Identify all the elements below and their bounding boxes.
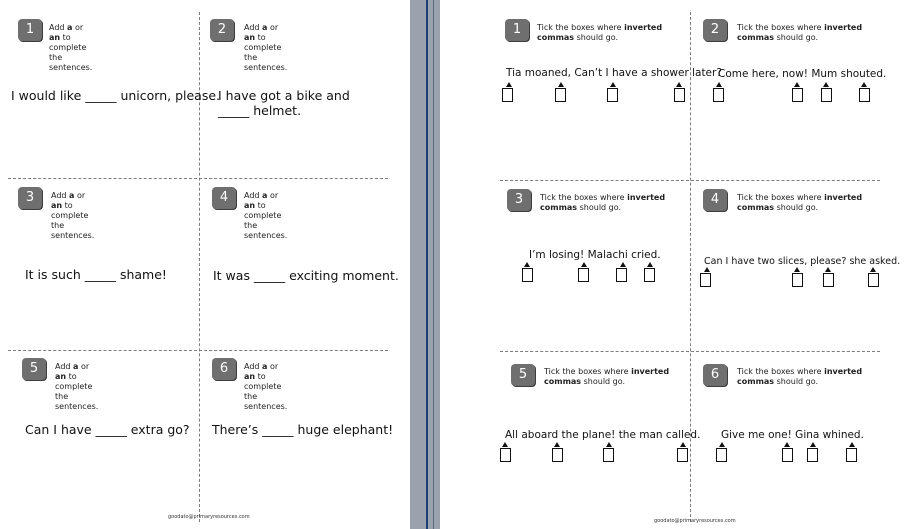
arrow-up-icon: [849, 442, 855, 447]
card-number-badge: 6: [212, 358, 236, 380]
checkbox-icon[interactable]: [807, 448, 818, 462]
checkbox-icon[interactable]: [674, 88, 685, 102]
card-number-badge: 5: [22, 358, 46, 380]
checkbox-icon[interactable]: [607, 88, 618, 102]
checkbox-icon[interactable]: [700, 273, 711, 287]
checkbox-icon[interactable]: [792, 88, 803, 102]
arrow-up-icon: [810, 442, 816, 447]
card-instruction: Tick the boxes where inverted commas should go.: [737, 193, 863, 212]
arrow-up-icon: [861, 82, 867, 87]
card-number-badge: 2: [703, 19, 727, 41]
worksheet-page-inverted-commas: [440, 0, 912, 529]
card-instruction: Add a or an to complete the sentences.: [51, 191, 95, 240]
card-instruction: Tick the boxes where inverted commas should go.: [540, 193, 666, 212]
checkbox-icon[interactable]: [713, 88, 724, 102]
card-sentence: It is such _____ shame!: [25, 267, 167, 282]
page-frame-edge: [433, 0, 434, 529]
card-sentence: Tia moaned, Can’t I have a shower later?: [506, 67, 722, 79]
card-instruction: Add a or an to complete the sentences.: [244, 23, 288, 72]
arrow-up-icon: [704, 267, 710, 272]
card-sentence: Give me one! Gina whined.: [721, 429, 864, 441]
arrow-up-icon: [794, 82, 800, 87]
card-instruction: Add a or an to complete the sentences.: [244, 362, 288, 411]
card-sentence: Come here, now! Mum shouted.: [718, 68, 887, 80]
card-sentence: It was _____ exciting moment.: [213, 268, 399, 283]
card-sentence: Can I have _____ extra go?: [25, 422, 190, 437]
card-sentence: I’m losing! Malachi cried.: [529, 249, 661, 261]
checkbox-icon[interactable]: [502, 88, 513, 102]
arrow-up-icon: [620, 262, 626, 267]
card-sentence: Can I have two slices, please? she asked.: [704, 256, 901, 267]
card-instruction: Add a or an to complete the sentences.: [55, 362, 99, 411]
card-sentence: I have got a bike and _____ helmet.: [218, 88, 350, 118]
page-gutter: [410, 0, 440, 529]
checkbox-icon[interactable]: [792, 273, 803, 287]
arrow-up-icon: [610, 82, 616, 87]
card-number-badge: 3: [18, 187, 42, 209]
card-instruction: Tick the boxes where inverted commas should go.: [544, 367, 670, 386]
arrow-up-icon: [647, 262, 653, 267]
horizontal-cut-line: [8, 350, 388, 351]
arrow-up-icon: [719, 442, 725, 447]
card-instruction: Tick the boxes where inverted commas should go.: [737, 23, 863, 42]
checkbox-icon[interactable]: [716, 448, 727, 462]
checkbox-icon[interactable]: [578, 268, 589, 282]
card-sentence: I would like _____ unicorn, please.: [11, 88, 221, 103]
checkbox-icon[interactable]: [859, 88, 870, 102]
card-sentence: All aboard the plane! the man called.: [505, 429, 701, 441]
arrow-up-icon: [794, 267, 800, 272]
arrow-up-icon: [606, 442, 612, 447]
card-instruction: Tick the boxes where inverted commas should go.: [737, 367, 863, 386]
checkbox-icon[interactable]: [603, 448, 614, 462]
checkbox-icon[interactable]: [782, 448, 793, 462]
page-frame-edge: [426, 0, 428, 529]
card-number-badge: 4: [212, 187, 236, 209]
checkbox-icon[interactable]: [846, 448, 857, 462]
arrow-up-icon: [581, 262, 587, 267]
arrow-up-icon: [554, 442, 560, 447]
arrow-up-icon: [676, 82, 682, 87]
page-footer: goodato@primaryresources.com: [168, 514, 250, 520]
card-number-badge: 6: [703, 364, 727, 386]
arrow-up-icon: [680, 442, 686, 447]
page-footer: goodato@primaryresources.com: [654, 518, 736, 524]
checkbox-icon[interactable]: [644, 268, 655, 282]
arrow-up-icon: [506, 82, 512, 87]
checkbox-icon[interactable]: [555, 88, 566, 102]
card-number-badge: 5: [511, 364, 535, 386]
arrow-up-icon: [524, 262, 530, 267]
card-instruction: Add a or an to complete the sentences.: [49, 23, 93, 72]
card-number-badge: 1: [18, 19, 42, 41]
checkbox-icon[interactable]: [522, 268, 533, 282]
checkbox-icon[interactable]: [616, 268, 627, 282]
card-number-badge: 4: [703, 189, 727, 211]
horizontal-cut-line: [500, 351, 880, 352]
card-number-badge: 2: [210, 19, 234, 41]
arrow-up-icon: [823, 82, 829, 87]
card-number-badge: 3: [507, 189, 531, 211]
card-instruction: Add a or an to complete the sentences.: [244, 191, 288, 240]
arrow-up-icon: [870, 267, 876, 272]
horizontal-cut-line: [8, 178, 388, 179]
checkbox-icon[interactable]: [821, 88, 832, 102]
checkbox-icon[interactable]: [677, 448, 688, 462]
arrow-up-icon: [784, 442, 790, 447]
checkbox-icon[interactable]: [552, 448, 563, 462]
checkbox-icon[interactable]: [823, 273, 834, 287]
checkbox-icon[interactable]: [500, 448, 511, 462]
checkbox-icon[interactable]: [868, 273, 879, 287]
horizontal-cut-line: [500, 180, 880, 181]
card-sentence: There’s _____ huge elephant!: [212, 422, 394, 437]
card-number-badge: 1: [505, 19, 529, 41]
card-instruction: Tick the boxes where inverted commas should go.: [537, 23, 663, 42]
arrow-up-icon: [716, 82, 722, 87]
worksheet-page-articles: [0, 0, 410, 529]
arrow-up-icon: [825, 267, 831, 272]
arrow-up-icon: [558, 82, 564, 87]
vertical-cut-line: [690, 12, 691, 522]
arrow-up-icon: [502, 442, 508, 447]
